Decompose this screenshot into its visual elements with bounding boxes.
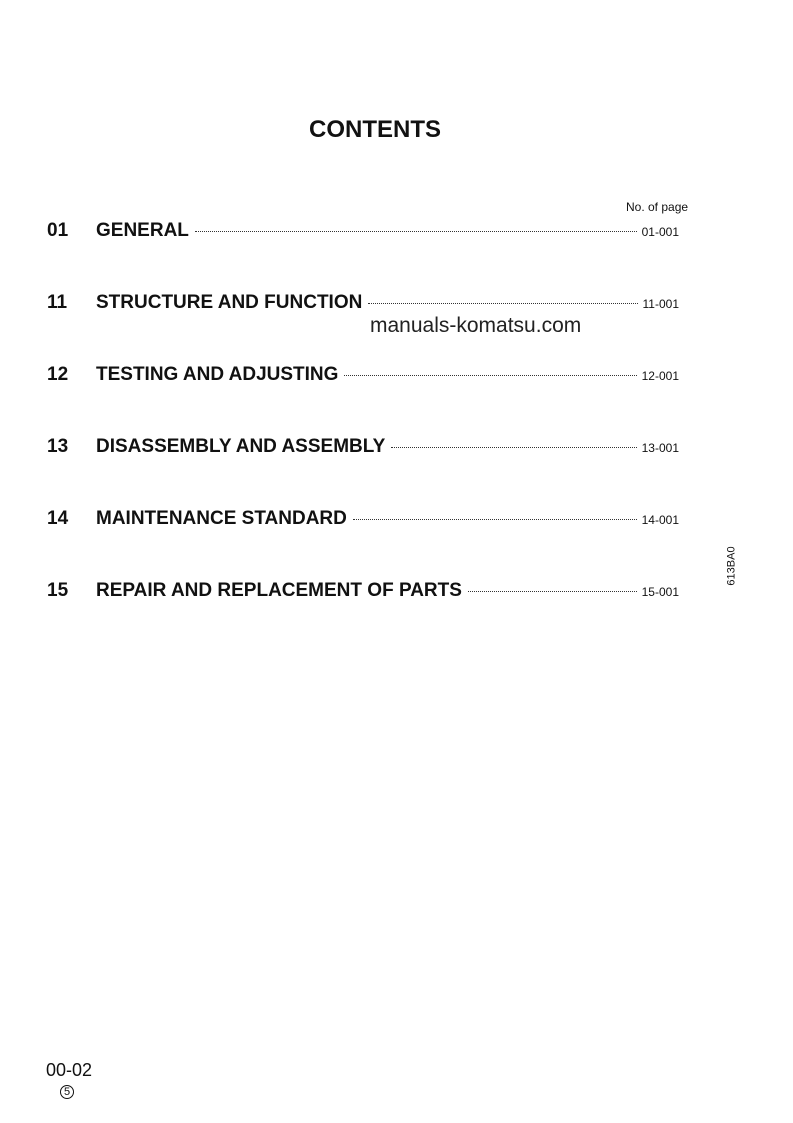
side-code: 613BA0 [725,546,738,586]
entry-number: 14 [47,508,69,529]
entry-number: 13 [47,436,69,457]
revision-mark: 5 [60,1085,74,1099]
toc-entry[interactable] [47,364,679,388]
footer-page-number: 00-02 [46,1060,93,1080]
toc-entry[interactable] [47,436,679,460]
entry-label: DISASSEMBLY AND ASSEMBLY [96,436,386,457]
dot-leader [468,591,637,592]
entry-number: 11 [47,292,68,313]
page-title: CONTENTS [309,116,441,143]
dot-leader [391,447,636,448]
entry-number: 01 [47,220,69,241]
entry-page: 13-001 [641,441,679,455]
toc-entry[interactable] [47,580,679,604]
entry-page: 12-001 [641,369,679,383]
dot-leader [344,375,636,376]
toc-entry[interactable] [47,292,679,316]
entry-page: 01-001 [641,225,679,239]
entry-number: 12 [47,364,69,385]
entry-label: TESTING AND ADJUSTING [96,364,339,385]
dot-leader [195,231,637,232]
entry-label: MAINTENANCE STANDARD [96,508,347,529]
entry-page: 11-001 [642,297,679,311]
toc-entry[interactable] [47,220,679,244]
entry-page: 14-001 [641,513,679,527]
dot-leader [368,303,637,304]
entry-number: 15 [47,580,69,601]
toc-entry[interactable] [47,508,679,532]
entry-label: REPAIR AND REPLACEMENT OF PARTS [96,580,462,601]
dot-leader [353,519,637,520]
entry-page: 15-001 [641,585,679,599]
entry-label: STRUCTURE AND FUNCTION [96,292,363,313]
column-header: No. of page [626,200,689,214]
entry-label: GENERAL [96,220,189,241]
watermark: manuals-komatsu.com [370,314,582,337]
